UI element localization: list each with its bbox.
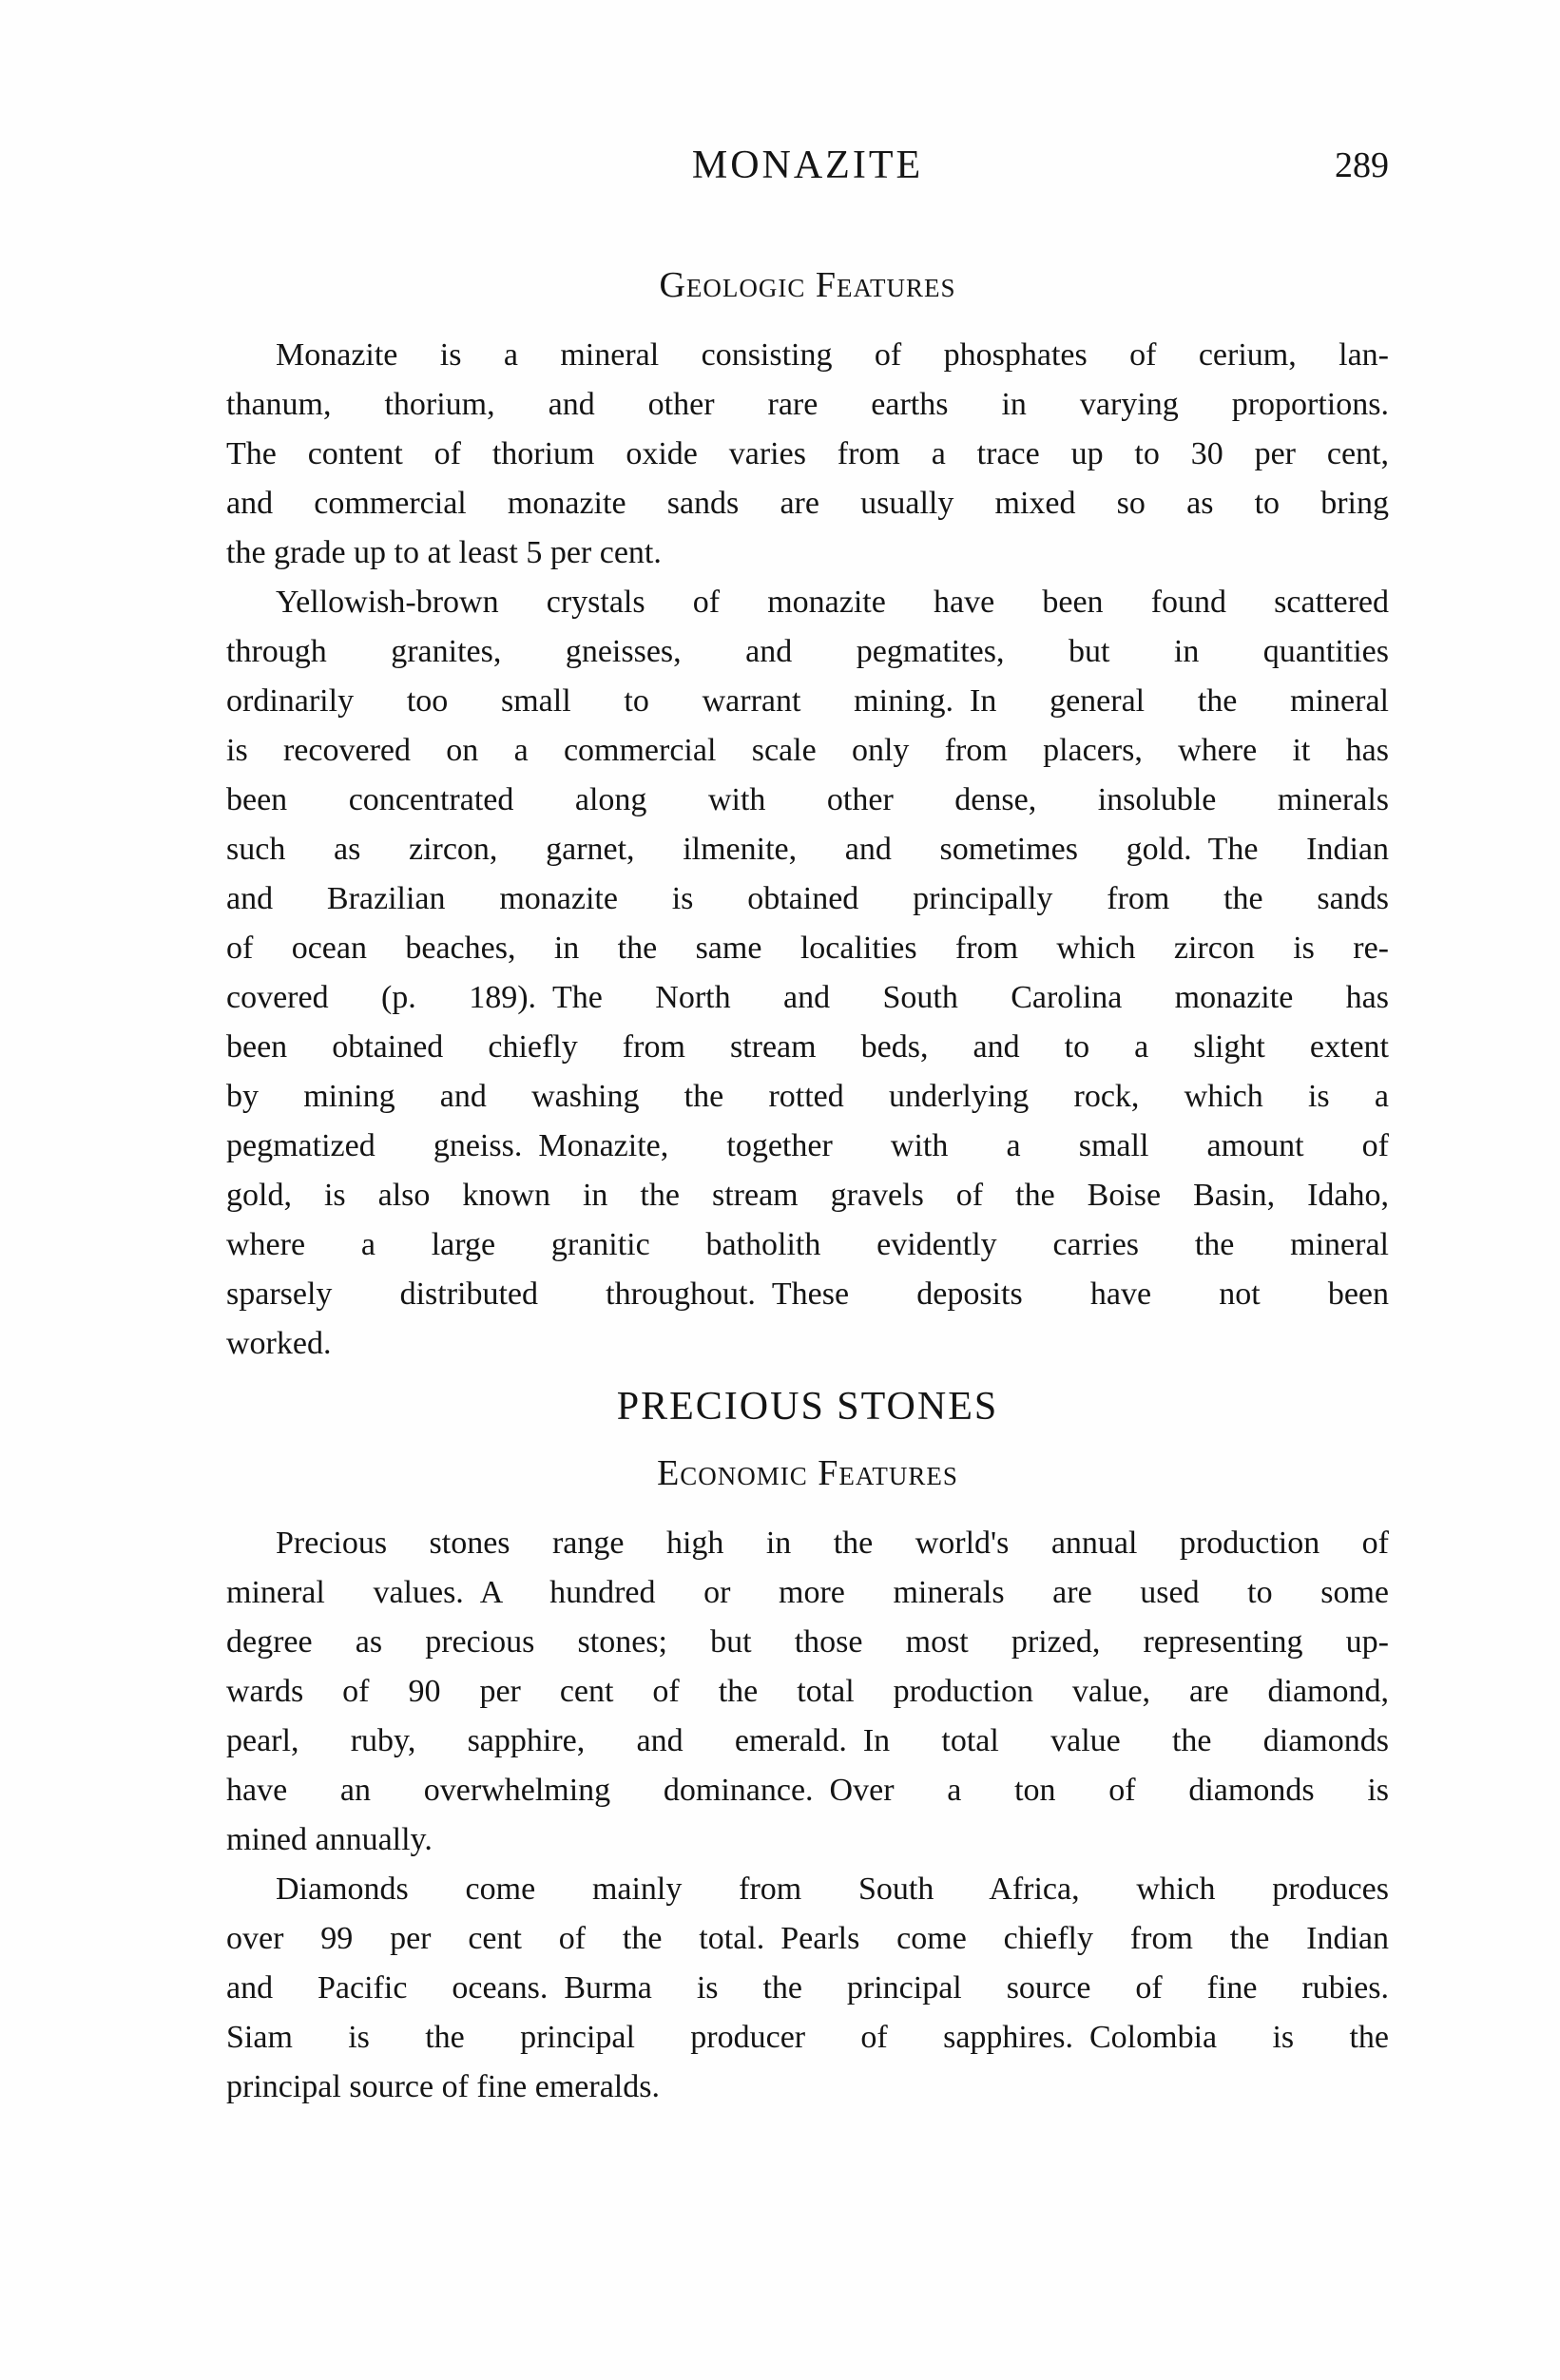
paragraph [226,1865,1389,2112]
paragraph [226,578,1389,1369]
text-line: worked. [226,1326,332,1361]
text-line: Precious stones range high in the world's annual production of [276,1526,1389,1561]
text-line: and Brazilian monazite is obtained principally from the sands [226,881,1389,916]
text-line: degree as precious stones; but those most prized, representing up- [226,1624,1389,1660]
text-line: over 99 per cent of the total. Pearls come chiefly from the Indian [226,1921,1389,1956]
section-subheading: Economic Features [657,1453,958,1493]
text-line: mineral values. A hundred or more minerals are used to some [226,1575,1389,1610]
text-line: Siam is the principal producer of sapphires. Colombia is the [226,2020,1389,2055]
text-line: gold, is also known in the stream gravels of the Boise Basin, Idaho, [226,1178,1389,1213]
text-line: pearl, ruby, sapphire, and emerald. In total value the diamonds [226,1723,1389,1758]
text-line: sparsely distributed throughout. These deposits have not been [226,1276,1389,1312]
text-line: is recovered on a commercial scale only from placers, where it has [226,733,1389,768]
text-line: pegmatized gneiss. Monazite, together with a small amount of [226,1128,1389,1163]
text-line: been obtained chiefly from stream beds, and to a slight extent [226,1029,1389,1065]
text-line: and Pacific oceans. Burma is the principal source of fine rubies. [226,1970,1389,2006]
paragraph [226,331,1389,578]
text-line: Yellowish-brown crystals of monazite have been found scattered [276,585,1389,620]
text-line: and commercial monazite sands are usually mixed so as to bring [226,486,1389,521]
document-body [226,264,1389,2112]
text-line: have an overwhelming dominance. Over a ton of diamonds is [226,1773,1389,1808]
text-line: where a large granitic batholith evidently carries the mineral [226,1227,1389,1262]
text-line: of ocean beaches, in the same localities from which zircon is re- [226,931,1389,966]
page-number: 289 [1335,145,1389,185]
text-line: Diamonds come mainly from South Africa, which produces [276,1871,1389,1907]
text-line: mined annually. [226,1822,433,1857]
text-line: through granites, gneisses, and pegmatites, but in quantities [226,634,1389,669]
text-line: been concentrated along with other dense, insoluble minerals [226,782,1389,817]
text-line: covered (p. 189). The North and South Carolina monazite has [226,980,1389,1015]
text-line: thanum, thorium, and other rare earths in varying proportions. [226,387,1389,422]
text-line: wards of 90 per cent of the total production value, are diamond, [226,1674,1389,1709]
text-line: such as zircon, garnet, ilmenite, and sometimes gold. The Indian [226,832,1389,867]
text-line: ordinarily too small to warrant mining. In general the mineral [226,683,1389,719]
section-subheading: Geologic Features [659,265,956,305]
text-line: principal source of fine emeralds. [226,2069,660,2104]
paragraph [226,1519,1389,1865]
page-title: MONAZITE [691,144,924,187]
text-line: the grade up to at least 5 per cent. [226,535,662,570]
text-line: Monazite is a mineral consisting of phosphates of cerium, lan- [276,337,1389,373]
text-line: by mining and washing the rotted underlying rock, which is a [226,1079,1389,1114]
page-header [226,143,1389,198]
section-heading: PRECIOUS STONES [616,1385,999,1429]
text-line: The content of thorium oxide varies from a trace up to 30 per cent, [226,436,1389,471]
